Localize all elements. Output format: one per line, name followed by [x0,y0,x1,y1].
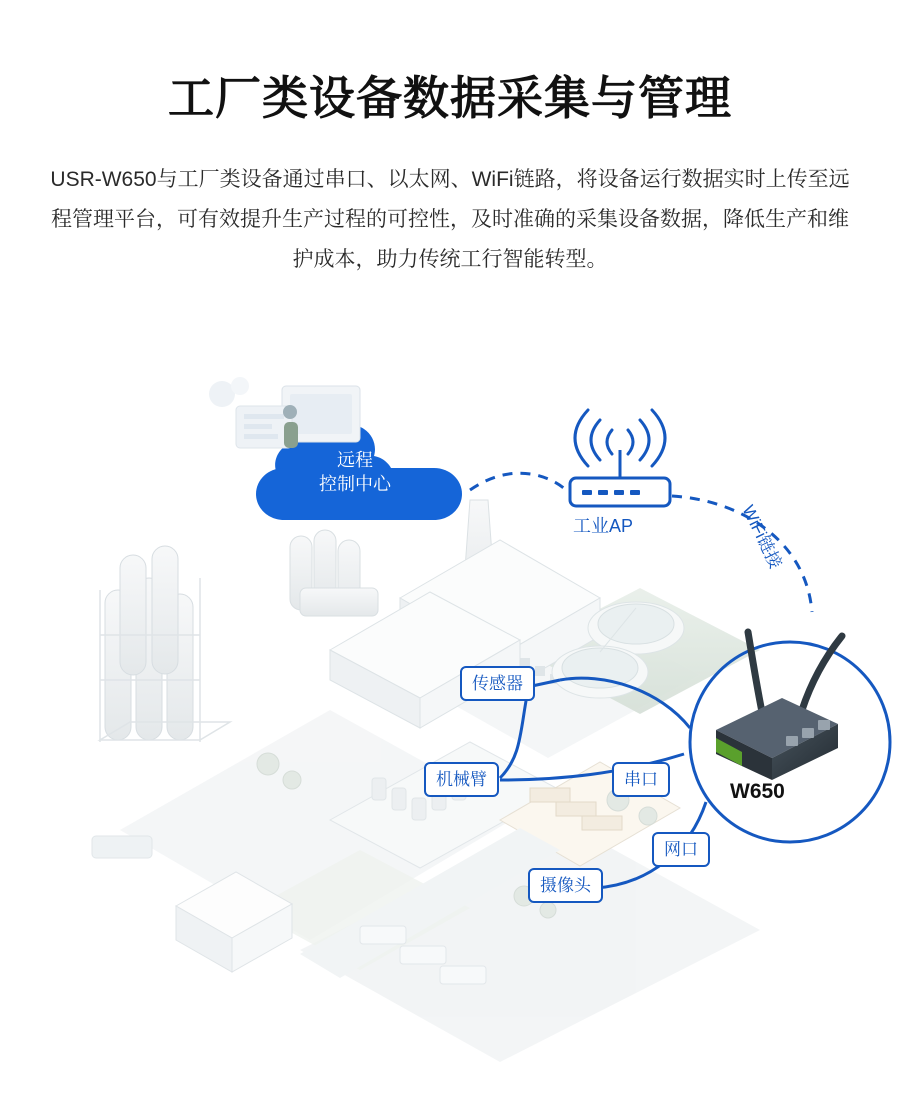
silo-cluster [100,546,230,742]
wifi-link-label: WiFi链接 [738,502,786,572]
storage-tanks [290,530,378,616]
industrial-ap-device [570,410,670,506]
label-sensor: 传感器 [460,666,535,701]
w650-device-label: W650 [730,780,785,803]
label-network-port: 网口 [652,832,710,867]
label-serial-port: 串口 [612,762,670,797]
page-description: USR-W650与工厂类设备通过串口、以太网、WiFi链路，将设备运行数据实时上传至远程管理平台，可有效提升生产过程的可控性，及时准确的采集设备数据，降低生产和维护成本，助力传统工行智能转型。 [50,168,850,271]
cloud-label-line1: 远程 [337,450,373,470]
industrial-ap-label: 工业AP [573,516,634,536]
factory-diagram [0,350,900,1070]
cloud-label-line2: 控制中心 [319,474,391,494]
control-center-illustration [209,377,360,448]
page-title: 工厂类设备数据采集与管理 [168,72,732,124]
label-camera: 摄像头 [528,868,603,903]
label-robot-arm: 机械臂 [424,762,499,797]
cloud-label [295,448,415,496]
cloud-ap-dashed-link [470,473,566,490]
diagram-canvas [0,350,900,1070]
